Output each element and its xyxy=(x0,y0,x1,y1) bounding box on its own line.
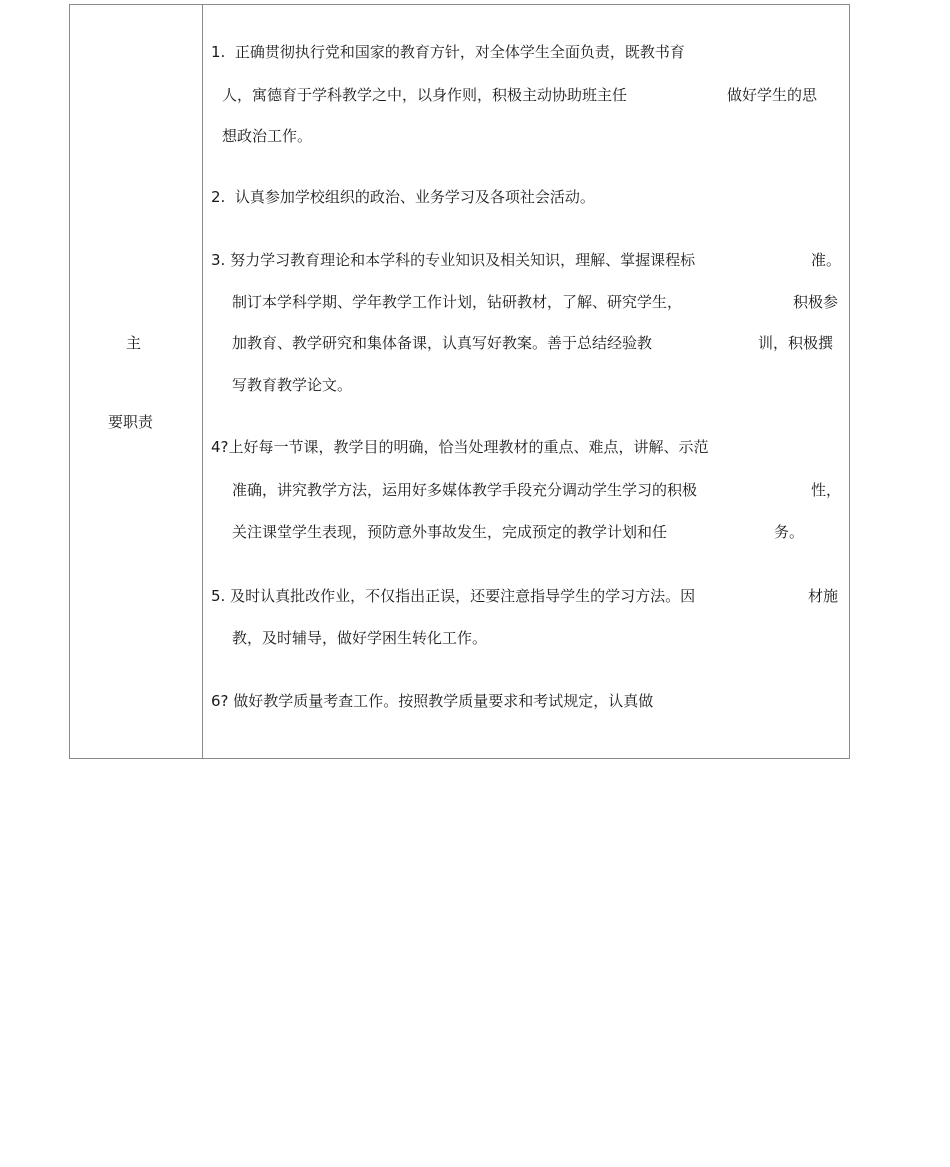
duty-3-line-3: 加教育、教学研究和集体备课，认真写好教案。善于总结经验教 xyxy=(232,334,653,352)
duty-4-line-2-tail: 性， xyxy=(811,481,842,499)
duty-4-line-3: 关注课堂学生表现，预防意外事故发生，完成预定的教学计划和任 xyxy=(232,523,668,541)
row-label-part1: 主 xyxy=(126,334,142,352)
duty-4-line-2: 准确，讲究教学方法，运用好多媒体教学手段充分调动学生学习的积极 xyxy=(232,481,698,499)
duty-3-line-2-tail: 积极参 xyxy=(793,293,839,311)
duty-table xyxy=(69,4,850,759)
duty-1-line-3: 想政治工作。 xyxy=(222,127,313,145)
duty-5-line-1: 5. 及时认真批改作业，不仅指出正误，还要注意指导学生的学习方法。因 xyxy=(211,587,696,605)
duty-3-line-1: 3. 努力学习教育理论和本学科的专业知识及相关知识，理解、掌握课程标 xyxy=(211,251,696,269)
duty-6-line-1: 6? 做好教学质量考查工作。按照教学质量要求和考试规定，认真做 xyxy=(211,692,654,710)
duty-4-line-3-tail: 务。 xyxy=(774,523,805,541)
column-divider xyxy=(202,5,203,758)
row-label-part2: 要职责 xyxy=(108,413,154,431)
duty-4-line-1: 4?上好每一节课，教学目的明确，恰当处理教材的重点、难点，讲解、示范 xyxy=(211,438,709,456)
duty-5-line-1-tail: 材施 xyxy=(808,587,839,605)
duty-3-line-3-tail: 训，积极撰 xyxy=(758,334,834,352)
duty-2-line-1: 2. 认真参加学校组织的政治、业务学习及各项社会活动。 xyxy=(211,188,595,206)
duty-1-line-1: 1. 正确贯彻执行党和国家的教育方针，对全体学生全面负责，既教书育 xyxy=(211,43,685,61)
duty-5-line-2: 教，及时辅导，做好学困生转化工作。 xyxy=(232,629,488,647)
duty-3-line-1-tail: 准。 xyxy=(811,251,842,269)
duty-1-line-2-tail: 做好学生的思 xyxy=(727,86,818,104)
duty-3-line-2: 制订本学科学期、学年教学工作计划，钻研教材，了解、研究学生， xyxy=(232,293,683,311)
duty-3-line-4: 写教育教学论文。 xyxy=(232,376,353,394)
duty-1-line-2: 人，寓德育于学科教学之中，以身作则，积极主动协助班主任 xyxy=(222,86,628,104)
